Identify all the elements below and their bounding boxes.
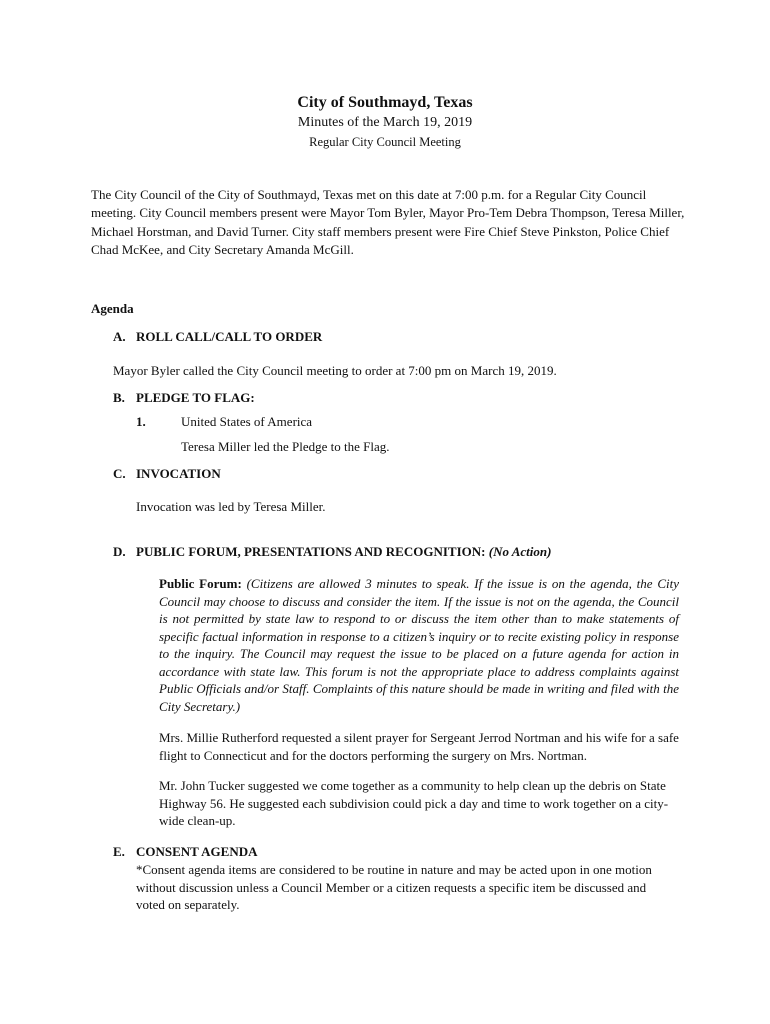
public-forum-paragraph: [159, 575, 679, 715]
meeting-type: Regular City Council Meeting: [309, 135, 461, 149]
section-b-title: PLEDGE TO FLAG:: [136, 390, 255, 405]
section-a-heading: [113, 328, 322, 346]
document-title: City of Southmayd, Texas: [297, 94, 473, 111]
section-b-letter: B.: [113, 390, 125, 405]
section-d-letter: D.: [113, 544, 126, 559]
public-comment-1: Mrs. Millie Rutherford requested a silent prayer for Sergeant Jerrod Nortman and his wife for a safe flight to Connecticut and for the doctors performing the surgery on Mrs. Nortman.: [159, 730, 679, 763]
public-forum-label: Public Forum:: [159, 576, 242, 591]
section-c-text: Invocation was led by Teresa Miller.: [136, 499, 326, 514]
section-c-title: INVOCATION: [136, 466, 221, 481]
section-c-heading: [113, 465, 221, 483]
section-e-text: *Consent agenda items are considered to be routine in nature and may be acted upon in one motion without discussion unless a Council Member or a citizen requests a specific item be discussed and voted on separately.: [136, 862, 652, 912]
document-subtitle: Minutes of the March 19, 2019: [297, 115, 473, 130]
section-d-heading: [113, 543, 551, 561]
section-e-heading: [113, 843, 257, 861]
public-comment-2: Mr. John Tucker suggested we come together as a community to help clean up the debris on State Highway 56. He suggested each subdivision could pick a day and time to work together on a city-wide clean-up.: [159, 778, 669, 828]
section-e-letter: E.: [113, 844, 125, 859]
section-e-title: CONSENT AGENDA: [136, 844, 258, 859]
section-b-item-number: 1.: [136, 414, 146, 429]
agenda-heading: Agenda: [91, 301, 134, 316]
section-b-item: [136, 413, 312, 431]
section-a-letter: A.: [113, 329, 126, 344]
section-a-text: Mayor Byler called the City Council meeting to order at 7:00 pm on March 19, 2019.: [113, 363, 557, 378]
document-header: [0, 93, 770, 151]
section-d-title: PUBLIC FORUM, PRESENTATIONS AND RECOGNITION:: [136, 544, 486, 559]
section-b-item-text: Teresa Miller led the Pledge to the Flag.: [181, 439, 390, 454]
section-a-title: ROLL CALL/CALL TO ORDER: [136, 329, 323, 344]
section-b-item-label: United States of America: [181, 414, 313, 429]
section-c-letter: C.: [113, 466, 126, 481]
section-b-heading: [113, 389, 255, 407]
section-d-title-note: (No Action): [488, 544, 552, 559]
intro-paragraph: The City Council of the City of Southmayd, Texas met on this date at 7:00 p.m. for a Regular City Council meeting. City Council members present were Mayor Tom Byler, Mayor Pro-Tem Debra Thompson, Teresa Miller, Michael Horstman, and David Turner. City staff members present were Fire Chief Steve Pinkston, Police Chief Chad McKee, and City Secretary Amanda McGill.: [91, 187, 685, 257]
public-forum-text: (Citizens are allowed 3 minutes to speak. If the issue is on the agenda, the City Council may choose to discuss and consider the item. If the issue is not on the agenda, the Council is not permitted by state law to respond to or discuss the item other than to make statements of specific factual information in response to a citizen’s inquiry or to recite existing policy in response to the inquiry. The Council may request the issue to be placed on a future agenda for action in accordance with state law. This forum is not the appropriate place to address complaints against Public Officials and/or Staff. Complaints of this nature should be made in writing and filed with the City Secretary.): [159, 576, 680, 714]
